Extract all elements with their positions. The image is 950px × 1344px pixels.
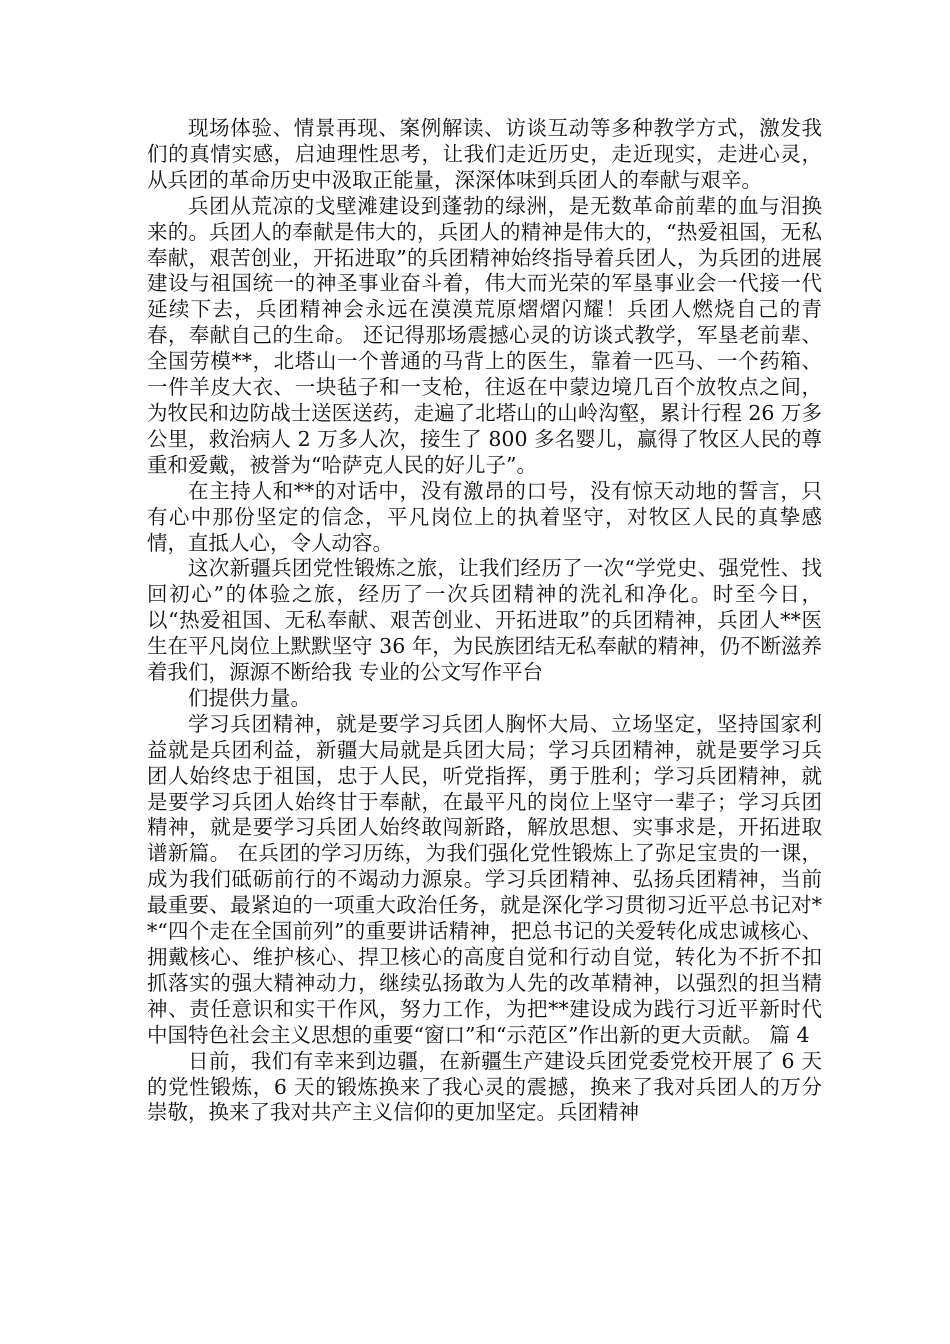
paragraph-6: 学习兵团精神，就是要学习兵团人胸怀大局、立场坚定，坚持国家利益就是兵团利益，新疆大局就是兵团大局；学习兵团精神，就是要学习兵团人始终忠于祖国，忠于人民，听党指挥，勇于胜利；学习兵团精神，就是要学习兵团人始终甘于奉献，在最平凡的岗位上坚守一辈子；学习兵团精神，就是要学习兵团人始终敢闯新路，解放思想、实事求是，开拓进取谱新篇。 在兵团的学习历练，为我们强化党性锻炼上了弥足宝贵的一课，成为我们砥砺前行的不竭动力源泉。学习兵团精神、弘扬兵团精神，当前最重要、最紧迫的一项重大政治任务，就是深化学习贯彻习近平总书记对**“四个走在全国前列”的重要讲话精神，把总书记的关爱转化成忠诚核心、拥戴核心、维护核心、捍卫核心的高度自觉和行动自觉，转化为不折不扣抓落实的强大精神动力，继续弘扬敢为人先的改革精神，以强烈的担当精神、责任意识和实干作风，努力工作，为把**建设成为践行习近平新时代中国特色社会主义思想的重要“窗口”和“示范区”作出新的更大贡献。 篇 4: [147, 711, 822, 1047]
paragraph-7: 日前，我们有幸来到边疆，在新疆生产建设兵团党委党校开展了 6 天的党性锻炼，6 天的锻炼换来了我心灵的震撼，换来了我对兵团人的万分崇敬，换来了我对共产主义信仰的更加坚定。兵团精神: [147, 1048, 822, 1125]
paragraph-5: 们提供力量。: [188, 685, 311, 710]
paragraph-2: 兵团从荒凉的戈壁滩建设到蓬勃的绿洲，是无数革命前辈的血与泪换来的。兵团人的奉献是伟大的，兵团人的精神是伟大的，“热爱祖国，无私奉献，艰苦创业，开拓进取”的兵团精神始终指导着兵团人，为兵团的进展建设与祖国统一的神圣事业奋斗着，伟大而光荣的军垦事业会一代接一代延续下去，兵团精神会永远在漠漠荒原熠熠闪耀！兵团人燃烧自己的青春，奉献自己的生命。 还记得那场震撼心灵的访谈式教学，军垦老前辈、全国劳模**，北塔山一个普通的马背上的医生，靠着一匹马、一个药箱、一件羊皮大衣、一块毡子和一支枪，往返在中蒙边境几百个放牧点之间，为牧民和边防战士送医送药，走遍了北塔山的山岭沟壑，累计行程 26 万多公里，救治病人 2 万多人次，接生了 800 多名婴儿，赢得了牧区人民的尊重和爱戴，被誉为“哈萨克人民的好儿子”。: [147, 193, 822, 477]
document-body: [147, 116, 822, 1126]
paragraph-3: 在主持人和**的对话中，没有激昂的口号，没有惊天动地的誓言，只有心中那份坚定的信念，平凡岗位上的执着坚守，对牧区人民的真挚感情，直抵人心，令人动容。: [147, 478, 822, 555]
paragraph-1: 现场体验、情景再现、案例解读、访谈互动等多种教学方式，激发我们的真情实感，启迪理性思考，让我们走近历史，走近现实，走进心灵，从兵团的革命历史中汲取正能量，深深体味到兵团人的奉献与艰辛。: [147, 116, 822, 192]
paragraph-4: 这次新疆兵团党性锻炼之旅，让我们经历了一次“学党史、强党性、找回初心”的体验之旅，经历了一次兵团精神的洗礼和净化。时至今日，以“热爱祖国、无私奉献、艰苦创业、开拓进取”的兵团精神，兵团人**医生在平凡岗位上默默坚守 36 年，为民族团结无私奉献的精神，仍不断滋养着我们，源源不断给我 专业的公文写作平台: [147, 556, 822, 685]
